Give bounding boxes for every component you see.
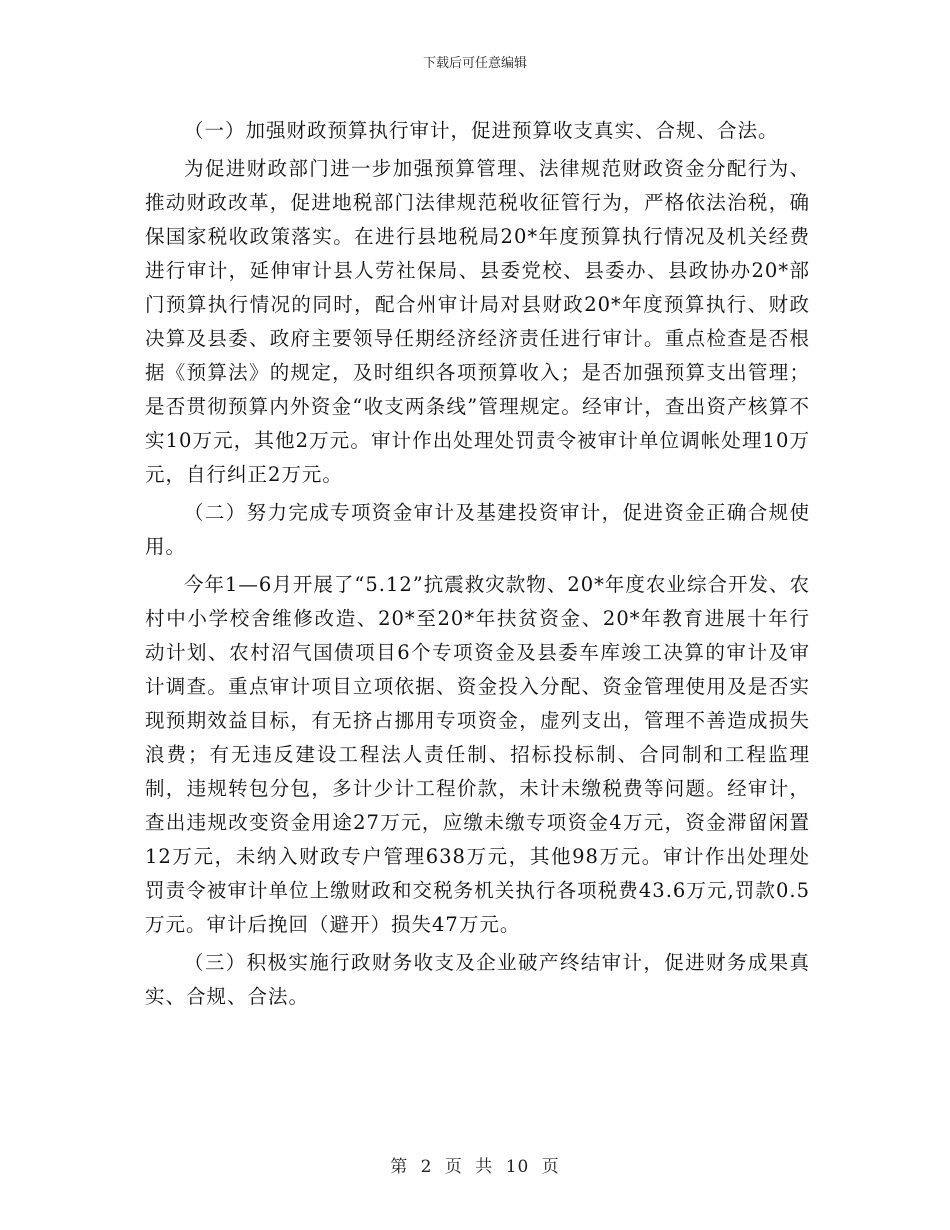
section-heading-1: （一）加强财政预算执行审计，促进预算收支真实、合规、合法。 [184, 119, 779, 142]
paragraph-special-funds-audit: 今年1—6月开展了“5.12”抗震救灾款物、20*年度农业综合开发、农村中小学校舍维修改造、20*至20*年扶贫资金、20*年教育进展十年行动计划、农村沼气国债项目6个专项资金及县委车库竣工决算的审计及审计调查。重点审计项目立项依据、资金投入分配、资金管理使用及是否实现预期效益目标，有无挤占挪用专项资金，虚列支出，管理不善造成损失浪费；有无违反建设工程法人责任制、招标投标制、合同制和工程监理制，违规转包分包，多计少计工程价款，未计未缴税费等问题。经审计，查出违规改变资金用途27万元，应缴未缴专项资金4万元，资金滞留闲置12万元，未纳入财政专户管理638万元，其他98万元。审计作出处理处罚责令被审计单位上缴财政和交税务机关执行各项税费43.6万元,罚款0.5万元。审计后挽回（避开）损失47万元。 [145, 573, 810, 936]
page-number-footer: 第 2 页 共 10 页 [390, 1157, 560, 1177]
paragraph-budget-audit: 为促进财政部门进一步加强预算管理、法律规范财政资金分配行为、推动财政改革，促进地税部门法律规范税收征管行为，严格依法治税，确保国家税收政策落实。在进行县地税局20*年度预算执行情况及机关经费进行审计，延伸审计县人劳社保局、县委党校、县委办、县政协办20*部门预算执行情况的同时，配合州审计局对县财政20*年度预算执行、财政决算及县委、政府主要领导任期经济经济责任进行审计。重点检查是否根据《预算法》的规定，及时组织各项预算收入；是否加强预算支出管理；是否贯彻预算内外资金“收支两条线”管理规定。经审计，查出资产核算不实10万元，其他2万元。审计作出处理处罚责令被审计单位调帐处理10万元，自行纠正2万元。 [145, 157, 810, 486]
document-body [145, 110, 810, 1018]
page-header: 下载后可任意编辑 [422, 56, 527, 71]
section-heading-3: （三）积极实施行政财务收支及企业破产终结审计，促进财务成果真实、合规、合法。 [145, 951, 810, 1008]
section-heading-2: （二）努力完成专项资金审计及基建投资审计，促进资金正确合规使用。 [145, 501, 810, 558]
